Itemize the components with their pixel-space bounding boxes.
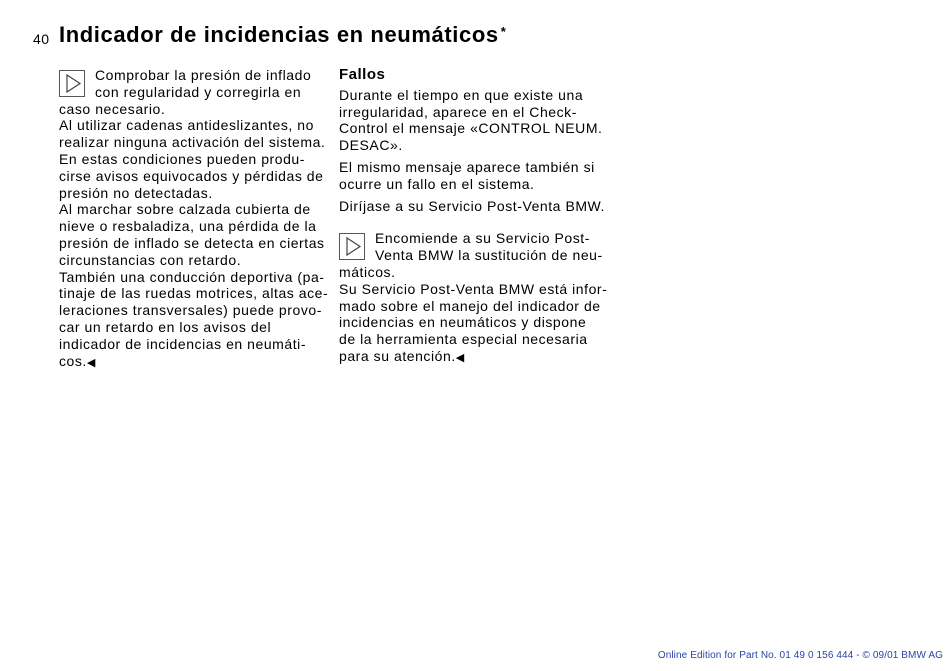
right-para2-line: El mismo mensaje aparece también si: [339, 158, 595, 175]
left-line: tinaje de las ruedas motrices, altas ace-: [59, 285, 329, 302]
section-heading-fallos: Fallos: [339, 66, 386, 83]
left-line: Al marchar sobre calzada cubierta de: [59, 201, 311, 218]
page-title-text: Indicador de incidencias en neumáticos: [59, 22, 499, 47]
left-line: con regularidad y corregirla en: [95, 83, 302, 100]
note-triangle-icon: [59, 70, 85, 97]
right-para1-line: irregularidad, aparece en el Check-: [339, 103, 577, 120]
left-line: indicador de incidencias en neumáti-: [59, 335, 307, 352]
right-para3-line: Diríjase a su Servicio Post-Venta BMW.: [339, 197, 605, 214]
left-column: [59, 67, 334, 371]
end-marker-icon: ◀: [455, 351, 465, 364]
left-line: cirse avisos equivocados y pérdidas de: [59, 167, 324, 184]
left-line: presión de inflado se detecta en ciertas: [59, 234, 325, 251]
right-para1-line: Control el mensaje «CONTROL NEUM.: [339, 120, 603, 137]
left-line: nieve o resbaladiza, una pérdida de la: [59, 218, 317, 235]
right-note-line: incidencias en neumáticos y dispone: [339, 314, 587, 331]
left-line: presión no detectadas.: [59, 184, 213, 201]
right-note-line-last: [339, 348, 614, 367]
left-line: leraciones transversales) puede provo-: [59, 302, 322, 319]
page-title: [59, 22, 506, 48]
left-line-last: [59, 353, 334, 372]
right-para1-line: DESAC».: [339, 137, 403, 154]
left-line: circunstancias con retardo.: [59, 251, 242, 268]
left-line: realizar ninguna activación del sistema.: [59, 134, 326, 151]
paragraph-gap: [339, 214, 614, 230]
page-number: 40: [33, 31, 50, 47]
title-asterisk: *: [500, 24, 507, 39]
right-note-line: de la herramienta especial necesaria: [339, 331, 588, 348]
right-note-line: máticos.: [339, 263, 396, 280]
right-note-block: [339, 230, 614, 280]
right-note-text: para su atención.: [339, 347, 456, 364]
left-line: También una conducción deportiva (pa-: [59, 268, 325, 285]
left-line: En estas condiciones pueden produ-: [59, 150, 305, 167]
right-note-line: Venta BMW la sustitución de neu-: [375, 247, 603, 264]
note-triangle-icon: [339, 233, 365, 260]
left-line-text: cos.: [59, 352, 87, 369]
left-note-block: [59, 67, 334, 117]
right-note-line: Encomiende a su Servicio Post-: [375, 230, 590, 247]
end-marker-icon: ◀: [86, 356, 96, 369]
left-line: Al utilizar cadenas antideslizantes, no: [59, 117, 314, 134]
right-para1-line: Durante el tiempo en que existe una: [339, 86, 584, 103]
right-note-line: mado sobre el manejo del indicador de: [339, 297, 601, 314]
left-line: car un retardo en los avisos del: [59, 318, 272, 335]
left-line: caso necesario.: [59, 100, 166, 117]
right-para2-line: ocurre un fallo en el sistema.: [339, 175, 535, 192]
right-column: [339, 67, 614, 367]
footer-edition-note: Online Edition for Part No. 01 49 0 156 444 - © 09/01 BMW AG: [657, 650, 943, 661]
right-note-line: Su Servicio Post-Venta BMW está infor-: [339, 280, 608, 297]
left-line: Comprobar la presión de inflado: [95, 67, 312, 83]
